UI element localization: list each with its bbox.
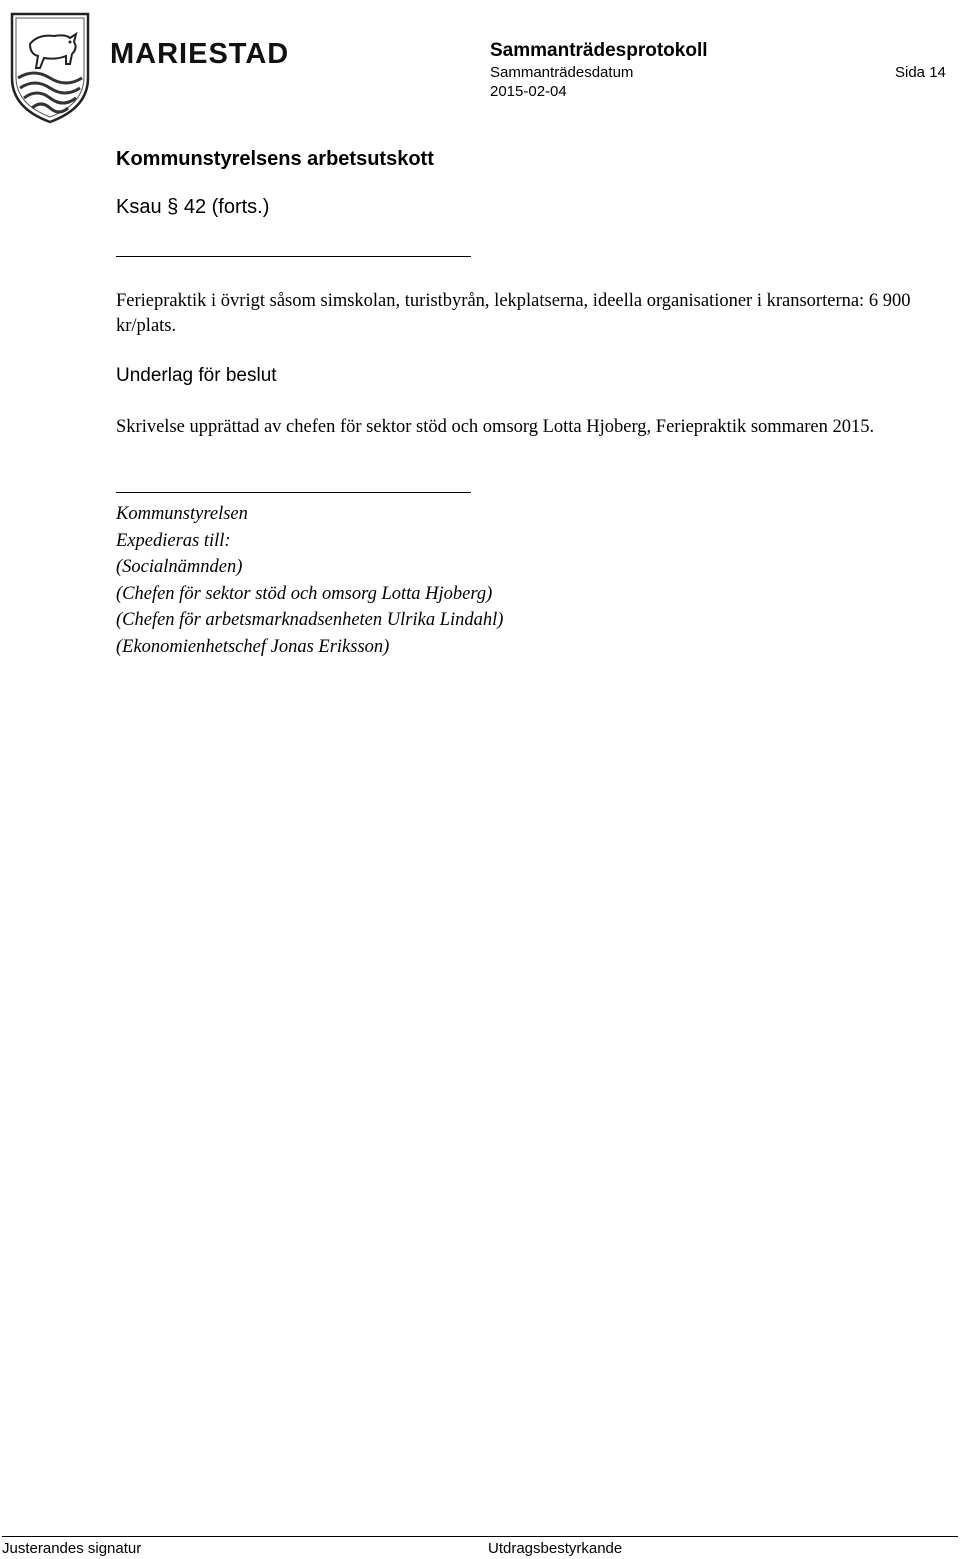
extract-certification-label: Utdragsbestyrkande	[488, 1540, 623, 1557]
footer-divider	[2, 1536, 958, 1537]
decision-basis-heading: Underlag för beslut	[116, 365, 277, 386]
section-divider	[116, 256, 471, 257]
municipal-crest-logo	[8, 8, 92, 126]
list-item: Expedieras till:	[116, 530, 231, 551]
body-paragraph: Skrivelse upprättad av chefen för sektor stöd och omsorg Lotta Hjoberg, Feriepraktik sommaren 2015.	[116, 417, 875, 437]
list-item: (Chefen för arbetsmarknadsenheten Ulrika Lindahl)	[116, 610, 504, 630]
paragraph-reference: Ksau § 42 (forts.)	[116, 196, 270, 218]
list-item: (Socialnämnden)	[116, 557, 243, 577]
list-item: (Chefen för sektor stöd och omsorg Lotta Hjoberg)	[116, 583, 493, 604]
list-item: (Ekonomienhetschef Jonas Eriksson)	[116, 636, 390, 657]
committee-heading: Kommunstyrelsens arbetsutskott	[116, 148, 434, 170]
crest-shield-icon	[8, 8, 92, 126]
meeting-date-value: 2015-02-04	[490, 83, 567, 100]
list-item: Kommunstyrelsen	[116, 504, 248, 524]
document-type-title: Sammanträdesprotokoll	[490, 40, 708, 61]
meeting-date-label: Sammanträdesdatum	[490, 64, 634, 81]
section-divider	[116, 492, 471, 493]
distribution-list	[116, 501, 503, 660]
logo-wordmark: MARIESTAD	[110, 38, 290, 70]
adjuster-signature-label: Justerandes signatur	[2, 1540, 142, 1557]
page-number: Sida 14	[895, 64, 946, 81]
body-paragraph: Feriepraktik i övrigt såsom simskolan, turistbyrån, lekplatserna, ideella organisationer i kransorterna: 6 900 kr/plats.	[116, 291, 911, 336]
